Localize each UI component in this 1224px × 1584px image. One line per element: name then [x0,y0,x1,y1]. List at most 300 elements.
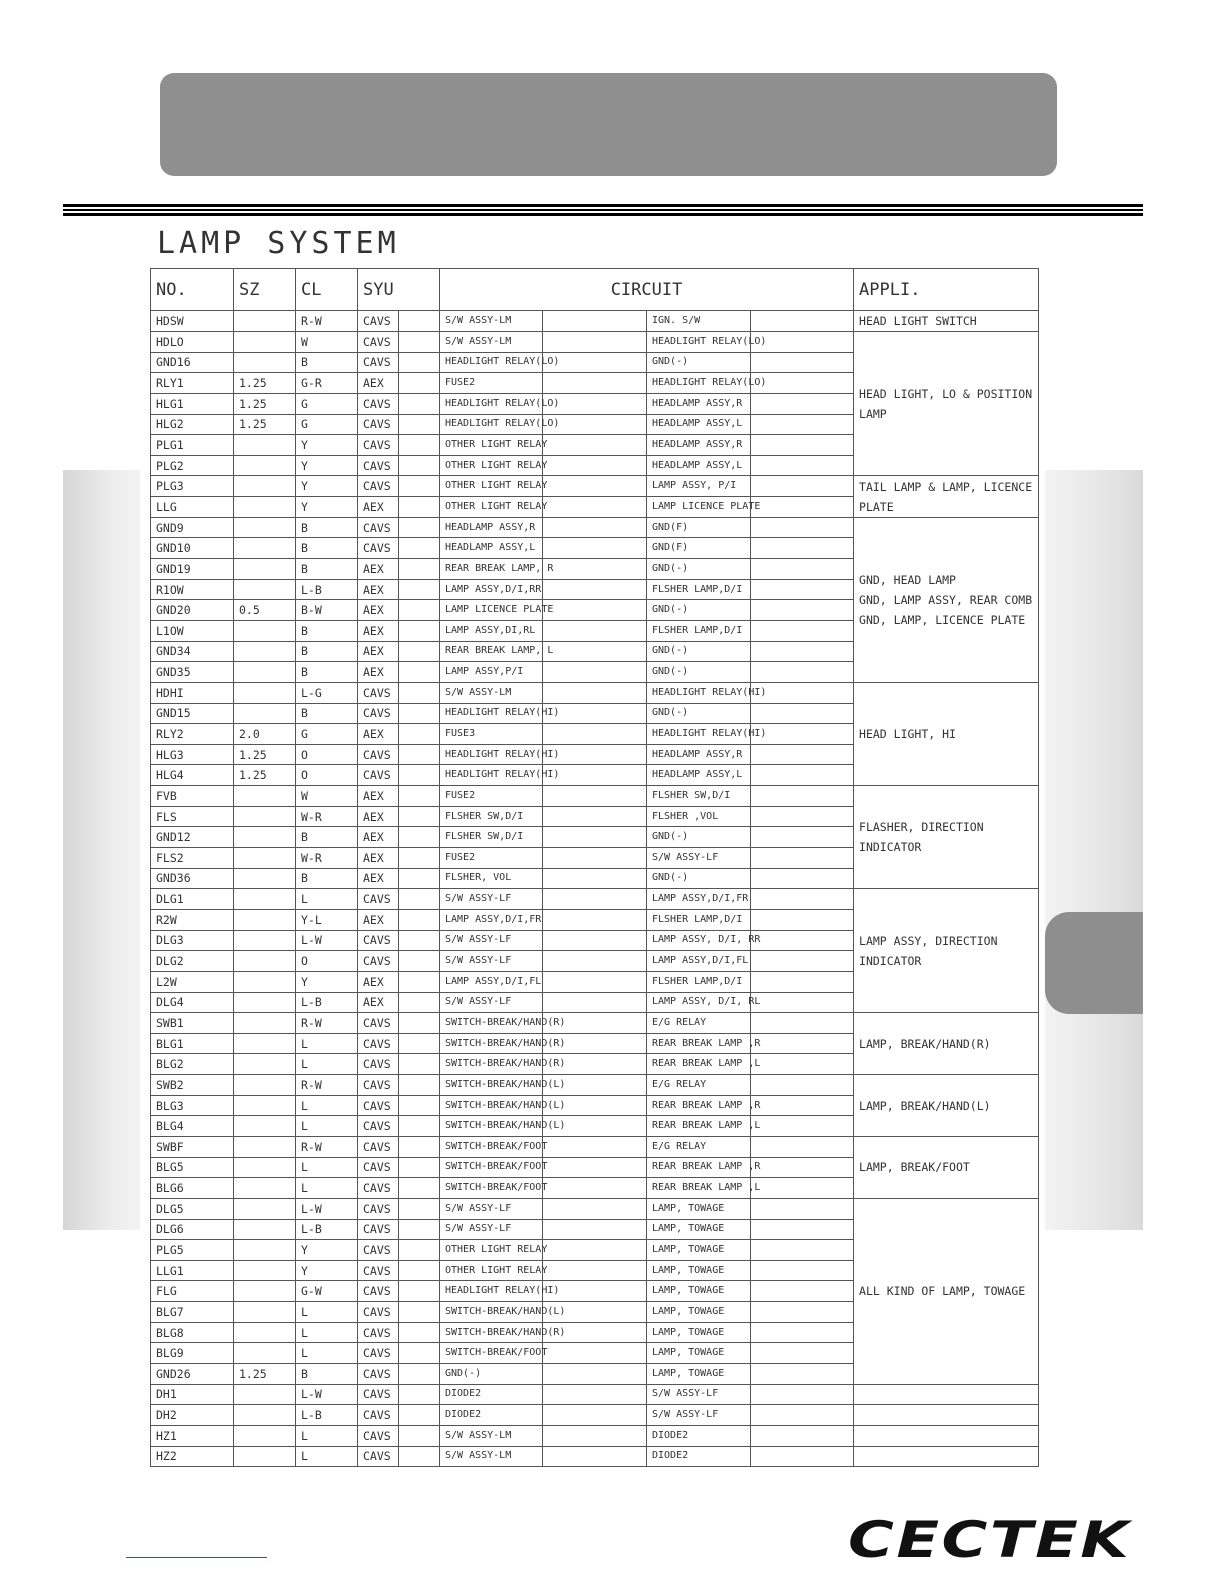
cell-circuit-to: LAMP ASSY, D/I, RL [647,992,751,1013]
cell-circuit-from: S/W ASSY-LM [440,332,543,353]
cell-cl: O [296,951,358,972]
brand-logo: CECTEK [848,1511,1132,1569]
cell-circuit-gap [543,951,647,972]
cell-sz [234,476,296,497]
footer-link-line [126,1557,267,1558]
cell-blank [399,1343,440,1364]
cell-syu: AEX [358,827,399,848]
table-row [151,1136,1039,1157]
cell-circuit-end [751,393,854,414]
cell-no: HLG4 [151,765,234,786]
cell-circuit-from: HEADLIGHT RELAY(LO) [440,352,543,373]
cell-no: DLG4 [151,992,234,1013]
cell-circuit-end [751,889,854,910]
cell-circuit-gap [543,1446,647,1467]
cell-circuit-gap [543,476,647,497]
cell-sz [234,951,296,972]
cell-circuit-gap [543,1405,647,1426]
cell-sz [234,1136,296,1157]
side-panel-right [1045,470,1143,1230]
cell-circuit-to: HEADLAMP ASSY,L [647,455,751,476]
cell-circuit-end [751,744,854,765]
cell-circuit-from: HEADLIGHT RELAY(HI) [440,744,543,765]
cell-cl: L-B [296,992,358,1013]
table-body [151,311,1039,1467]
cell-sz [234,848,296,869]
cell-circuit-gap [543,1198,647,1219]
cell-circuit-to: LAMP, TOWAGE [647,1322,751,1343]
cell-circuit-to: LAMP, TOWAGE [647,1302,751,1323]
cell-blank [399,682,440,703]
wiring-table [150,268,1039,1467]
chapter-tab-marker[interactable] [1045,912,1143,1014]
cell-sz [234,455,296,476]
cell-syu: AEX [358,662,399,683]
cell-sz: 2.0 [234,724,296,745]
cell-syu: CAVS [358,476,399,497]
cell-no: PLG1 [151,435,234,456]
cell-blank [399,1178,440,1199]
cell-cl: R-W [296,1013,358,1034]
cell-cl: B [296,827,358,848]
col-header-circuit: CIRCUIT [440,269,854,311]
cell-cl: O [296,744,358,765]
cell-circuit-from: OTHER LIGHT RELAY [440,1240,543,1261]
cell-sz [234,930,296,951]
cell-blank [399,1425,440,1446]
cell-cl: Y [296,1260,358,1281]
cell-sz [234,1013,296,1034]
cell-circuit-gap [543,600,647,621]
cell-no: BLG6 [151,1178,234,1199]
cell-syu: AEX [358,786,399,807]
cell-circuit-gap [543,1136,647,1157]
cell-blank [399,662,440,683]
cell-circuit-end [751,1384,854,1405]
cell-cl: L [296,1116,358,1137]
cell-syu: CAVS [358,1405,399,1426]
cell-cl: L [296,1033,358,1054]
cell-circuit-end [751,765,854,786]
cell-blank [399,1157,440,1178]
cell-blank [399,620,440,641]
cell-sz [234,1322,296,1343]
cell-no: PLG3 [151,476,234,497]
cell-no: BLG2 [151,1054,234,1075]
cell-appli: TAIL LAMP & LAMP, LICENCE PLATE [854,476,1039,517]
cell-cl: Y-L [296,909,358,930]
cell-syu: AEX [358,868,399,889]
cell-no: GND26 [151,1364,234,1385]
cell-syu: CAVS [358,1260,399,1281]
cell-circuit-end [751,930,854,951]
cell-circuit-from: LAMP ASSY,P/I [440,662,543,683]
cell-syu: CAVS [358,1364,399,1385]
cell-appli: LAMP, BREAK/FOOT [854,1136,1039,1198]
cell-sz [234,1240,296,1261]
cell-no: DLG2 [151,951,234,972]
cell-blank [399,517,440,538]
cell-circuit-gap [543,332,647,353]
cell-appli [854,1425,1039,1446]
cell-syu: CAVS [358,682,399,703]
cell-circuit-gap [543,1240,647,1261]
cell-circuit-from: SWITCH-BREAK/HAND(L) [440,1116,543,1137]
cell-circuit-end [751,1281,854,1302]
cell-no: HLG2 [151,414,234,435]
cell-no: HZ1 [151,1425,234,1446]
side-panel-left [63,470,140,1230]
cell-no: GND9 [151,517,234,538]
cell-circuit-to: IGN. S/W [647,311,751,332]
cell-blank [399,455,440,476]
cell-blank [399,311,440,332]
cell-blank [399,476,440,497]
cell-circuit-gap [543,848,647,869]
cell-blank [399,703,440,724]
header-rule [63,204,1143,207]
cell-sz [234,889,296,910]
cell-cl: W-R [296,806,358,827]
cell-no: L1OW [151,620,234,641]
cell-circuit-end [751,538,854,559]
cell-circuit-from: FLSHER SW,D/I [440,827,543,848]
cell-syu: CAVS [358,930,399,951]
cell-sz [234,1425,296,1446]
cell-cl: W [296,332,358,353]
cell-syu: CAVS [358,455,399,476]
cell-appli: ALL KIND OF LAMP, TOWAGE [854,1198,1039,1384]
cell-circuit-to: REAR BREAK LAMP ,R [647,1157,751,1178]
cell-syu: CAVS [358,311,399,332]
cell-circuit-end [751,951,854,972]
cell-circuit-end [751,1302,854,1323]
cell-circuit-to: FLSHER LAMP,D/I [647,579,751,600]
cell-cl: W [296,786,358,807]
cell-circuit-end [751,1219,854,1240]
cell-blank [399,827,440,848]
cell-circuit-gap [543,311,647,332]
cell-circuit-gap [543,373,647,394]
cell-blank [399,641,440,662]
cell-circuit-to: GND(-) [647,827,751,848]
cell-sz: 1.25 [234,744,296,765]
cell-no: GND10 [151,538,234,559]
cell-syu: CAVS [358,1219,399,1240]
cell-no: GND16 [151,352,234,373]
cell-circuit-from: LAMP ASSY,DI,RL [440,620,543,641]
cell-circuit-gap [543,435,647,456]
cell-circuit-end [751,1240,854,1261]
cell-sz [234,1343,296,1364]
cell-syu: CAVS [358,1116,399,1137]
cell-no: BLG4 [151,1116,234,1137]
cell-syu: CAVS [358,951,399,972]
cell-circuit-gap [543,620,647,641]
cell-circuit-from: FLSHER, VOL [440,868,543,889]
cell-no: BLG5 [151,1157,234,1178]
cell-circuit-to: HEADLIGHT RELAY(LO) [647,332,751,353]
cell-circuit-end [751,806,854,827]
cell-no: PLG2 [151,455,234,476]
cell-cl: W-R [296,848,358,869]
cell-circuit-to: LAMP, TOWAGE [647,1343,751,1364]
cell-appli [854,1405,1039,1426]
cell-circuit-gap [543,641,647,662]
cell-circuit-from: SWITCH-BREAK/HAND(R) [440,1322,543,1343]
cell-blank [399,744,440,765]
cell-circuit-end [751,1136,854,1157]
cell-circuit-from: SWITCH-BREAK/HAND(R) [440,1013,543,1034]
cell-cl: L [296,1095,358,1116]
cell-circuit-gap [543,497,647,518]
cell-circuit-from: OTHER LIGHT RELAY [440,1260,543,1281]
cell-circuit-end [751,992,854,1013]
cell-sz [234,435,296,456]
cell-no: DLG6 [151,1219,234,1240]
cell-no: FLS [151,806,234,827]
cell-circuit-to: GND(-) [647,868,751,889]
cell-circuit-from: REAR BREAK LAMP, R [440,559,543,580]
cell-sz [234,827,296,848]
cell-circuit-end [751,352,854,373]
cell-sz [234,1260,296,1281]
cell-circuit-from: LAMP ASSY,D/I,RR [440,579,543,600]
cell-cl: B [296,559,358,580]
cell-cl: B [296,538,358,559]
cell-cl: Y [296,455,358,476]
cell-syu: CAVS [358,435,399,456]
cell-circuit-to: GND(-) [647,352,751,373]
cell-blank [399,1446,440,1467]
cell-circuit-to: GND(-) [647,559,751,580]
cell-circuit-end [751,1116,854,1137]
col-header-syu: SYU [358,269,440,311]
table-header-row [151,269,1039,311]
cell-circuit-from: HEADLIGHT RELAY(LO) [440,414,543,435]
cell-appli: LAMP ASSY, DIRECTION INDICATOR [854,889,1039,1013]
cell-circuit-end [751,1364,854,1385]
header-rule [63,213,1143,216]
cell-circuit-gap [543,579,647,600]
cell-syu: AEX [358,909,399,930]
cell-circuit-end [751,1343,854,1364]
cell-syu: CAVS [358,1281,399,1302]
cell-circuit-to: LAMP ASSY,D/I,FR [647,889,751,910]
cell-cl: B-W [296,600,358,621]
cell-circuit-to: DIODE2 [647,1446,751,1467]
cell-syu: CAVS [358,703,399,724]
cell-circuit-end [751,971,854,992]
cell-circuit-to: LAMP, TOWAGE [647,1240,751,1261]
cell-blank [399,1364,440,1385]
cell-cl: L [296,1322,358,1343]
table-row [151,1075,1039,1096]
cell-cl: L-B [296,579,358,600]
cell-cl: G [296,724,358,745]
cell-syu: AEX [358,373,399,394]
cell-sz: 1.25 [234,414,296,435]
cell-circuit-to: S/W ASSY-LF [647,848,751,869]
col-header-no: NO. [151,269,234,311]
cell-circuit-from: SWITCH-BREAK/HAND(R) [440,1033,543,1054]
cell-cl: L [296,1446,358,1467]
cell-no: FVB [151,786,234,807]
cell-blank [399,1405,440,1426]
cell-circuit-end [751,662,854,683]
cell-no: GND19 [151,559,234,580]
cell-circuit-end [751,1054,854,1075]
cell-circuit-end [751,1260,854,1281]
cell-circuit-from: LAMP ASSY,D/I,FL [440,971,543,992]
cell-appli: FLASHER, DIRECTION INDICATOR [854,786,1039,889]
cell-circuit-end [751,703,854,724]
cell-sz [234,1075,296,1096]
cell-blank [399,352,440,373]
cell-circuit-end [751,848,854,869]
cell-circuit-to: REAR BREAK LAMP ,R [647,1095,751,1116]
cell-syu: CAVS [358,1054,399,1075]
cell-circuit-end [751,909,854,930]
cell-syu: CAVS [358,517,399,538]
cell-circuit-end [751,1075,854,1096]
cell-no: SWB1 [151,1013,234,1034]
cell-blank [399,1033,440,1054]
cell-blank [399,1240,440,1261]
table-row [151,1384,1039,1405]
cell-circuit-end [751,455,854,476]
cell-circuit-to: LAMP, TOWAGE [647,1219,751,1240]
cell-no: FLS2 [151,848,234,869]
table-row [151,476,1039,497]
cell-sz [234,703,296,724]
cell-syu: CAVS [358,1302,399,1323]
cell-cl: B [296,703,358,724]
cell-sz: 1.25 [234,373,296,394]
cell-circuit-from: S/W ASSY-LM [440,311,543,332]
cell-no: HLG1 [151,393,234,414]
cell-appli [854,1446,1039,1467]
cell-no: RLY1 [151,373,234,394]
cell-circuit-from: FUSE3 [440,724,543,745]
cell-sz [234,332,296,353]
cell-blank [399,1260,440,1281]
cell-blank [399,1095,440,1116]
cell-cl: G [296,414,358,435]
cell-circuit-from: OTHER LIGHT RELAY [440,435,543,456]
cell-circuit-from: S/W ASSY-LM [440,1425,543,1446]
cell-circuit-to: GND(F) [647,517,751,538]
cell-circuit-gap [543,930,647,951]
cell-blank [399,1281,440,1302]
cell-sz [234,517,296,538]
cell-circuit-to: LAMP, TOWAGE [647,1281,751,1302]
cell-cl: R-W [296,311,358,332]
cell-cl: B [296,662,358,683]
cell-no: FLG [151,1281,234,1302]
cell-circuit-to: HEADLAMP ASSY,L [647,414,751,435]
cell-syu: CAVS [358,765,399,786]
cell-syu: CAVS [358,393,399,414]
cell-circuit-gap [543,1157,647,1178]
cell-circuit-gap [543,1384,647,1405]
cell-no: BLG3 [151,1095,234,1116]
table-row [151,786,1039,807]
cell-no: BLG7 [151,1302,234,1323]
cell-circuit-end [751,620,854,641]
cell-sz: 1.25 [234,765,296,786]
cell-no: HDSW [151,311,234,332]
cell-circuit-end [751,1178,854,1199]
cell-circuit-to: REAR BREAK LAMP ,L [647,1116,751,1137]
cell-blank [399,435,440,456]
cell-circuit-from: S/W ASSY-LF [440,951,543,972]
cell-circuit-to: GND(F) [647,538,751,559]
cell-circuit-from: SWITCH-BREAK/HAND(L) [440,1075,543,1096]
cell-circuit-end [751,311,854,332]
table-row [151,1446,1039,1467]
cell-circuit-from: OTHER LIGHT RELAY [440,476,543,497]
cell-circuit-end [751,641,854,662]
cell-circuit-gap [543,1260,647,1281]
cell-blank [399,848,440,869]
cell-circuit-from: S/W ASSY-LF [440,1198,543,1219]
cell-circuit-end [751,786,854,807]
cell-blank [399,1198,440,1219]
cell-circuit-end [751,1013,854,1034]
cell-circuit-to: E/G RELAY [647,1136,751,1157]
cell-sz [234,1157,296,1178]
cell-sz [234,1033,296,1054]
cell-circuit-end [751,827,854,848]
cell-blank [399,1136,440,1157]
table-row [151,517,1039,538]
cell-sz [234,352,296,373]
cell-sz [234,1384,296,1405]
cell-cl: L [296,1425,358,1446]
cell-cl: G-R [296,373,358,394]
cell-circuit-from: HEADLAMP ASSY,R [440,517,543,538]
cell-blank [399,1322,440,1343]
cell-blank [399,992,440,1013]
cell-blank [399,786,440,807]
cell-circuit-to: GND(-) [647,641,751,662]
cell-blank [399,724,440,745]
cell-syu: CAVS [358,1075,399,1096]
cell-circuit-from: FUSE2 [440,848,543,869]
cell-syu: AEX [358,600,399,621]
cell-circuit-from: SWITCH-BREAK/FOOT [440,1136,543,1157]
cell-syu: CAVS [358,889,399,910]
cell-no: L2W [151,971,234,992]
cell-circuit-from: HEADLIGHT RELAY(HI) [440,765,543,786]
cell-syu: CAVS [358,1343,399,1364]
cell-cl: L [296,1157,358,1178]
cell-appli: HEAD LIGHT, LO & POSITION LAMP [854,332,1039,476]
cell-syu: CAVS [358,352,399,373]
cell-circuit-to: REAR BREAK LAMP ,R [647,1033,751,1054]
cell-blank [399,806,440,827]
cell-sz [234,1198,296,1219]
cell-sz [234,641,296,662]
cell-circuit-to: HEADLAMP ASSY,R [647,393,751,414]
cell-cl: L-B [296,1219,358,1240]
cell-appli: HEAD LIGHT SWITCH [854,311,1039,332]
cell-circuit-end [751,1157,854,1178]
cell-cl: Y [296,971,358,992]
cell-circuit-from: S/W ASSY-LF [440,930,543,951]
cell-blank [399,1384,440,1405]
